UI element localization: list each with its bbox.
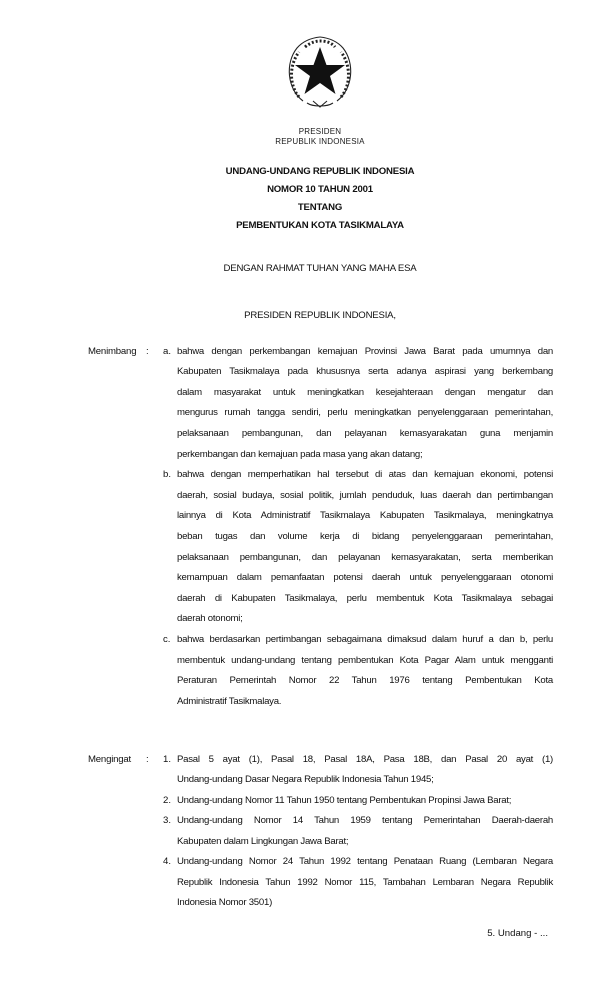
garuda-seal-icon: [283, 33, 357, 111]
text-line: Administratif Tasikmalaya.: [177, 695, 282, 707]
text-line: Pasal 5 ayat (1), Pasal 18, Pasal 18A, Pasa 18B, dan Pasal 20 ayat (1): [177, 753, 553, 765]
text-line: beban tugas dan volume kerja di bidang penyelenggaraan pemerintahan,: [177, 530, 553, 542]
text-line: bahwa dengan perkembangan kemajuan Provinsi Jawa Barat pada umumnya dan: [177, 345, 553, 357]
presidential-emblem: [283, 33, 357, 111]
text-line: lainnya di Kota Administratif Tasikmalaya Kabupaten Tasikmalaya, meningkatnya: [177, 510, 553, 522]
issuer: PRESIDEN REPUBLIK INDONESIA,: [244, 310, 396, 321]
text-line: Peraturan Pemerintah Nomor 22 Tahun 1976 tentang Pembentukan Kota: [177, 675, 553, 687]
document-title: UNDANG-UNDANG REPUBLIK INDONESIA: [225, 166, 415, 177]
item-marker: 1.: [163, 753, 172, 765]
continuation-note: 5. Undang - ...: [487, 928, 548, 939]
text-line: bahwa berdasarkan pertimbangan sebagaimana dimaksud dalam huruf a dan b, perlu: [177, 633, 553, 645]
invocation: DENGAN RAHMAT TUHAN YANG MAHA ESA: [223, 263, 417, 274]
text-line: mengurus rumah tangga sendiri, perlu meningkatkan penyelenggaraan pemerintahan,: [177, 407, 553, 419]
section-label: Mengingat: [88, 753, 132, 765]
text-line: daerah, sosial budaya, sosial politik, jumlah penduduk, luas daerah dan pertimbangan: [177, 489, 553, 501]
text-line: kemampuan dalam pemanfaatan potensi daerah untuk penyelenggaraan otonomi: [177, 572, 553, 584]
text-line: Kabupaten Tasikmalaya pada khususnya serta adanya aspirasi yang berkembang: [177, 366, 553, 378]
item-marker: 2.: [163, 794, 172, 806]
text-line: Undang-undang Nomor 11 Tahun 1950 tentang Pembentukan Propinsi Jawa Barat;: [177, 794, 512, 806]
text-line: Undang-undang Nomor 14 Tahun 1959 tentang Pemerintahan Daerah-daerah: [177, 815, 553, 826]
text-line: Undang-undang Nomor 24 Tahun 1992 tentang Penataan Ruang (Lembaran Negara: [177, 856, 553, 867]
text-line: perkembangan dan kemajuan pada masa yang akan datang;: [177, 448, 423, 460]
text-line: membentuk undang-undang tentang pembentukan Kota Pagar Alam untuk mengganti: [177, 654, 553, 666]
item-marker: 3.: [163, 815, 172, 826]
item-marker: b.: [163, 469, 172, 481]
text-line: Undang-undang Dasar Negara Republik Indonesia Tahun 1945;: [177, 774, 434, 785]
item-marker: 4.: [163, 856, 172, 867]
text-line: daerah di Kabupaten Tasikmalaya, perlu membentuk Kota Tasikmalaya sebagai: [177, 592, 553, 604]
item-marker: c.: [163, 633, 171, 645]
document-number: NOMOR 10 TAHUN 2001: [267, 184, 373, 195]
document-tentang: TENTANG: [297, 202, 343, 213]
text-line: Indonesia Nomor 3501): [177, 897, 273, 908]
text-line: Kabupaten dalam Lingkungan Jawa Barat;: [177, 835, 349, 847]
section-label: Menimbang: [88, 345, 137, 357]
text-line: Republik Indonesia Tahun 1992 Nomor 115, Tambahan Lembaran Negara Republik: [177, 876, 553, 888]
text-line: daerah otonomi;: [177, 613, 243, 625]
office-line-1: PRESIDEN: [298, 127, 342, 136]
text-line: bahwa dengan memperhatikan hal tersebut di atas dan kemajuan ekonomi, potensi: [177, 469, 553, 481]
section-colon: :: [146, 753, 149, 765]
item-marker: a.: [163, 345, 172, 357]
section-colon: :: [146, 345, 149, 357]
document-subject: PEMBENTUKAN KOTA TASIKMALAYA: [236, 220, 404, 231]
office-line-2: REPUBLIK INDONESIA: [275, 137, 365, 146]
text-line: dalam masyarakat untuk meningkatkan kesejahteraan dengan mengatur dan: [177, 386, 553, 398]
text-line: pelaksanaan pembangunan, dan pelayanan kemasyarakatan, serta memberikan: [177, 551, 553, 563]
text-line: pelaksanaan pembangunan, dan pelayanan kemasyarakatan guna menjamin: [177, 427, 553, 439]
